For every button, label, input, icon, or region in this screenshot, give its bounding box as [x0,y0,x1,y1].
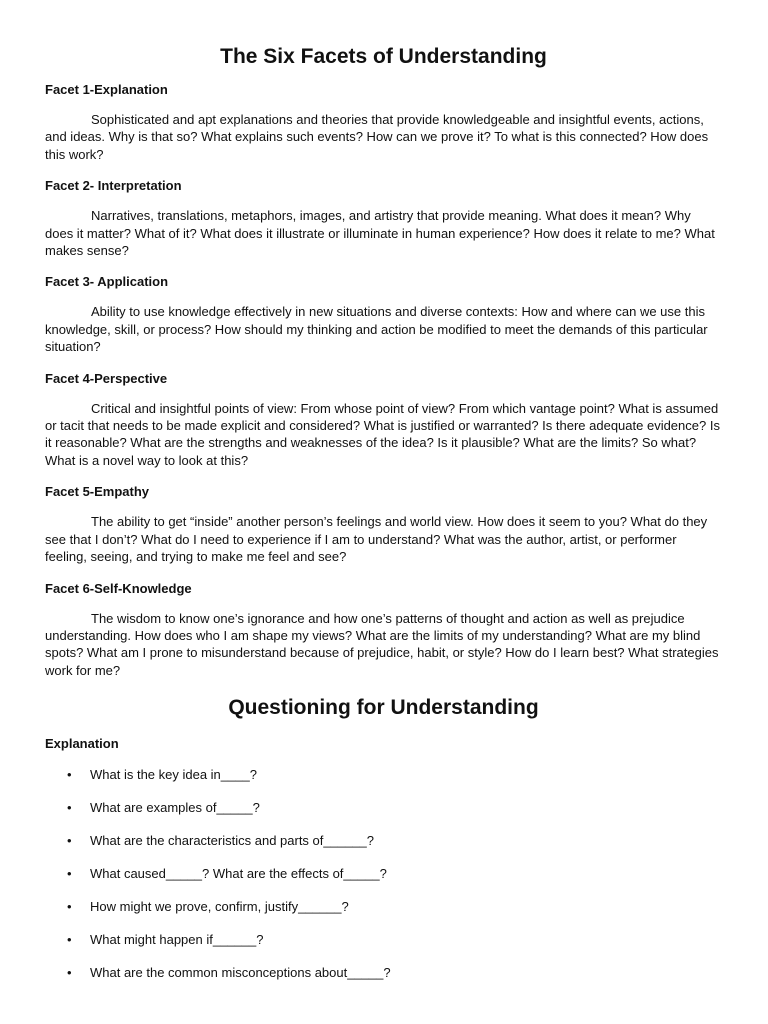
question-text: How might we prove, confirm, justify______? [90,899,349,915]
facet-heading: Facet 5-Empathy [45,484,150,500]
question-text: What caused_____? What are the effects of_____? [90,866,387,882]
list-item [45,964,722,981]
bullet-icon: • [67,767,72,783]
facet-body: Critical and insightful points of view: From whose point of view? From which vantage point? What is assumed or tacit that needs to be made explicit and considered? What is justified or warranted? Is there adequate evidence? Is it reasonable? What are the strengths and weaknesses of the idea? Is it plausible? What are the limits? So what? What is a novel way to look at this? [45,400,720,468]
bullet-icon: • [67,800,72,816]
page-title: The Six Facets of Understanding [220,45,547,68]
question-text: What are the characteristics and parts of______? [90,833,374,849]
bullet-icon: • [67,932,72,948]
facet-1 [45,81,722,163]
bullet-icon: • [67,899,72,915]
list-item [45,865,722,882]
question-text: What might happen if______? [90,932,264,948]
facet-2 [45,177,722,259]
facet-body: Narratives, translations, metaphors, images, and artistry that provide meaning. What does it mean? Why does it matter? What of it? What does it illustrate or illuminate in human experience? How does it relate to me? What makes sense? [45,208,715,259]
facet-heading: Facet 1-Explanation [45,82,168,97]
list-item [45,832,722,849]
questioning-section [45,695,722,981]
question-list [45,766,722,981]
facet-heading: Facet 3- Application [45,274,169,290]
bullet-icon: • [67,866,72,882]
facet-body: The wisdom to know one’s ignorance and how one’s patterns of thought and action as well as prejudice understanding. How does who I am shape my views? What are the limits of my understanding? What are my blind spots? What am I prone to misunderstand because of prejudice, habit, or style? How do I learn best? What strategies work for me? [45,610,719,678]
question-text: What is the key idea in____? [90,767,257,783]
bullet-icon: • [67,833,72,849]
section-heading: Explanation [45,736,119,752]
facet-body: Sophisticated and apt explanations and theories that provide knowledgeable and insightful events, actions, and ideas. Why is that so? What explains such events? How can we prove it? To what is this connected? How does this work? [45,112,709,162]
section-title: Questioning for Understanding [228,696,539,720]
question-text: What are examples of_____? [90,800,260,816]
facet-body: The ability to get “inside” another person’s feelings and world view. How does it seem to you? What do they see that I don’t? What do I need to experience if I am to understand? What was the author, artist, or performer feeling, seeing, and trying to make me feel and see? [45,514,708,565]
bullet-icon: • [67,965,72,981]
facet-3 [45,273,722,355]
facet-6 [45,580,722,680]
question-text: What are the common misconceptions about_____? [90,965,391,981]
facet-heading: Facet 2- Interpretation [45,178,182,194]
facet-heading: Facet 6-Self-Knowledge [45,580,192,596]
facet-5 [45,483,722,565]
facet-heading: Facet 4-Perspective [45,370,168,386]
facet-4 [45,370,722,470]
list-item [45,766,722,783]
facet-body: Ability to use knowledge effectively in new situations and diverse contexts: How and where can we use this knowledge, skill, or process? How should my thinking and action be modified to meet the demands of this particular situation? [45,304,708,355]
list-item [45,898,722,915]
list-item [45,799,722,816]
list-item [45,931,722,948]
